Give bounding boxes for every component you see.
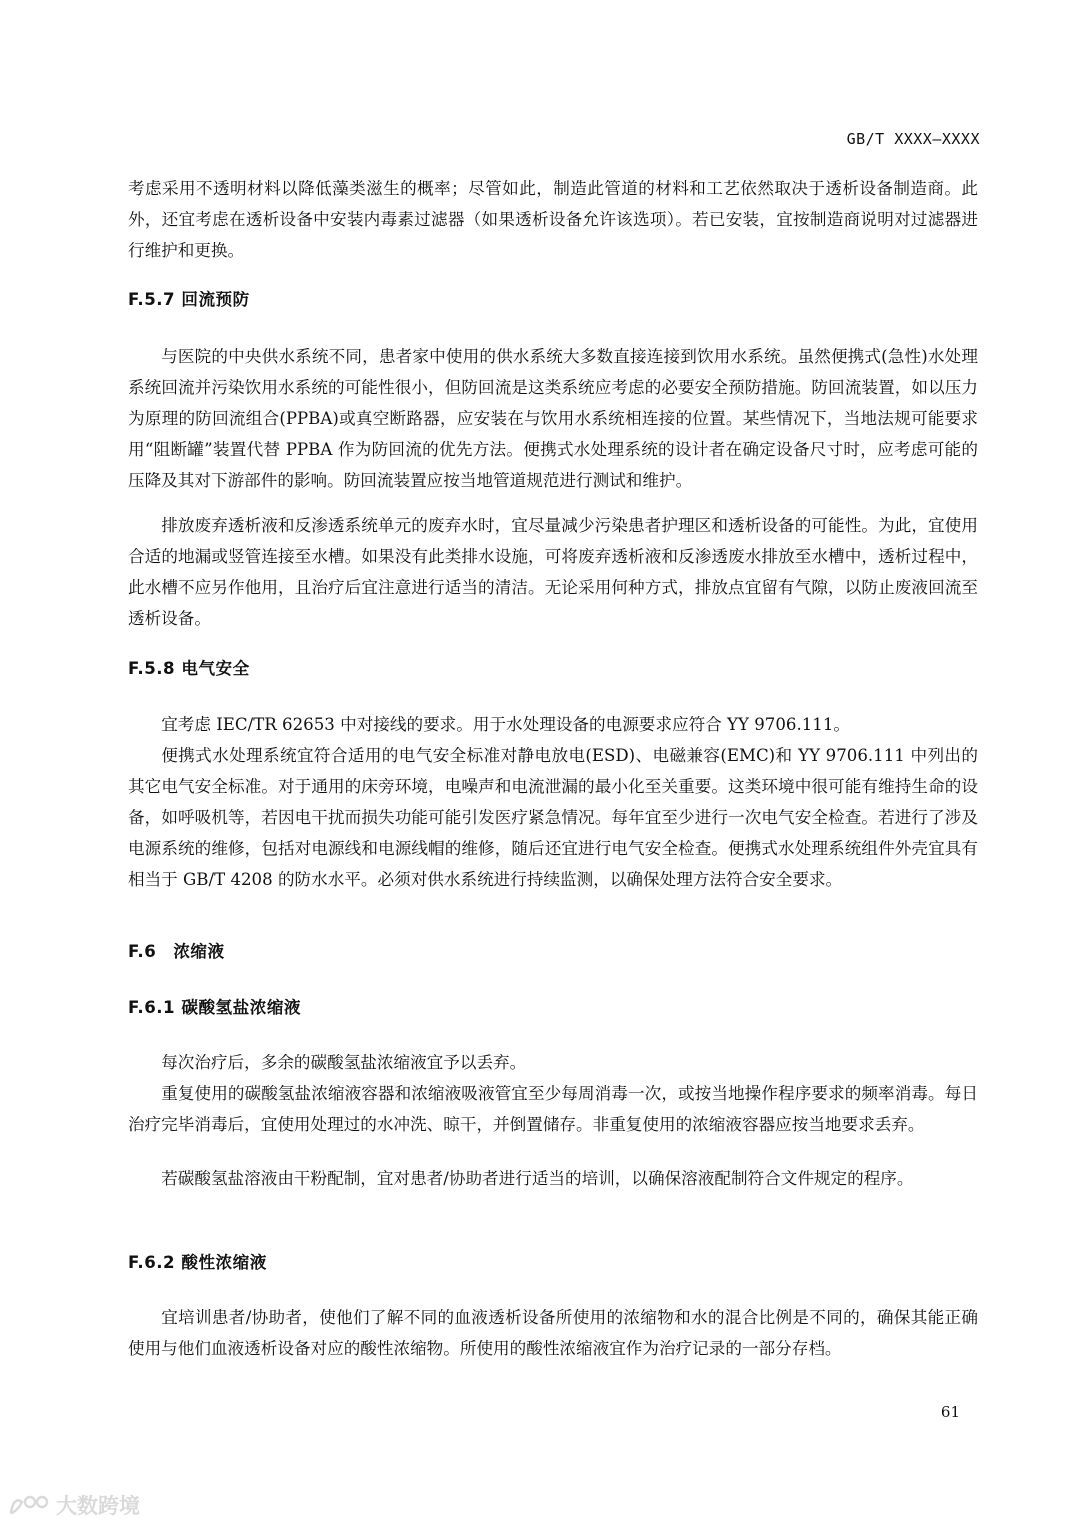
heading-f62: F.6.2 酸性浓缩液 [128,1253,267,1272]
watermark-text: 大数跨境 [56,1494,140,1518]
paragraph-f62-1: 宜培训患者/协助者，使他们了解不同的血液透析设备所使用的浓缩物和水的混合比例是不同的，确保其能正确使用与他们血液透析设备对应的酸性浓缩物。所使用的酸性浓缩液宜作为治疗记录的一部分存档。 [128,1308,978,1358]
document-code: GB/T XXXX—XXXX [846,130,980,148]
page-number: 61 [940,1403,960,1421]
paragraph-f58-2: 便携式水处理系统宜符合适用的电气安全标准对静电放电(ESD)、电磁兼容(EMC)和 YY 9706.111 中列出的其它电气安全标准。对于通用的床旁环境，电噪声和电流泄漏的最小化至关重要。这类环境中很可能有维持生命的设备，如呼吸机等，若因电干扰而损失功能可能引发医疗紧急情况。每年宜至少进行一次电气安全检查。若进行了涉及电源系统的维修，包括对电源线和电源线帽的维修，随后还宜进行电气安全检查。便携式水处理系统组件外壳宜具有相当于 GB/T 4208 的防水水平。必须对供水系统进行持续监测，以确保处理方法符合安全要求。 [128,746,978,889]
paragraph-f57-2: 排放废弃透析液和反渗透系统单元的废弃水时，宜尽量减少污染患者护理区和透析设备的可能性。为此，宜使用合适的地漏或竖管连接至水槽。如果没有此类排水设施，可将废弃透析液和反渗透废水排放至水槽中，透析过程中，此水槽不应另作他用，且治疗后宜注意进行适当的清洁。无论采用何种方式，排放点宜留有气隙，以防止废液回流至透析设备。 [128,516,978,628]
logo-mark-icon [8,1492,52,1518]
heading-f58: F.5.8 电气安全 [128,659,250,678]
paragraph-f57-1: 与医院的中央供水系统不同，患者家中使用的供水系统大多数直接连接到饮用水系统。虽然便携式(急性)水处理系统回流并污染饮用水系统的可能性很小，但防回流是这类系统应考虑的必要安全预防措施。防回流装置，如以压力为原理的防回流组合(PPBA)或真空断路器，应安装在与饮用水系统相连接的位置。某些情况下，当地法规可能要求用“阻断罐”装置代替 PPBA 作为防回流的优先方法。便携式水处理系统的设计者在确定设备尺寸时，应考虑可能的压降及其对下游部件的影响。防回流装置应按当地管道规范进行测试和维护。 [128,347,978,490]
paragraph-f61-1: 每次治疗后，多余的碳酸氢盐浓缩液宜予以丢弃。 [161,1053,527,1072]
paragraph-intro: 考虑采用不透明材料以降低藻类滋生的概率；尽管如此，制造此管道的材料和工艺依然取决于透析设备制造商。此外，还宜考虑在透析设备中安装内毒素过滤器（如果透析设备允许该选项）。若已安装，宜按制造商说明对过滤器进行维护和更换。 [128,179,978,260]
paragraph-f61-3: 若碳酸氢盐溶液由干粉配制，宜对患者/协助者进行适当的培训，以确保溶液配制符合文件规定的程序。 [161,1169,914,1188]
paragraph-f61-2: 重复使用的碳酸氢盐浓缩液容器和浓缩液吸液管宜至少每周消毒一次，或按当地操作程序要求的频率消毒。每日治疗完毕消毒后，宜使用处理过的水冲洗、晾干，并倒置储存。非重复使用的浓缩液容器应按当地要求丢弃。 [128,1084,978,1134]
paragraph-f58-1: 宜考虑 IEC/TR 62653 中对接线的要求。用于水处理设备的电源要求应符合 YY 9706.111。 [161,715,850,734]
heading-f61: F.6.1 碳酸氢盐浓缩液 [128,998,302,1017]
heading-f6: F.6 浓缩液 [128,942,225,961]
heading-f57: F.5.7 回流预防 [128,290,250,309]
watermark [8,1490,140,1520]
